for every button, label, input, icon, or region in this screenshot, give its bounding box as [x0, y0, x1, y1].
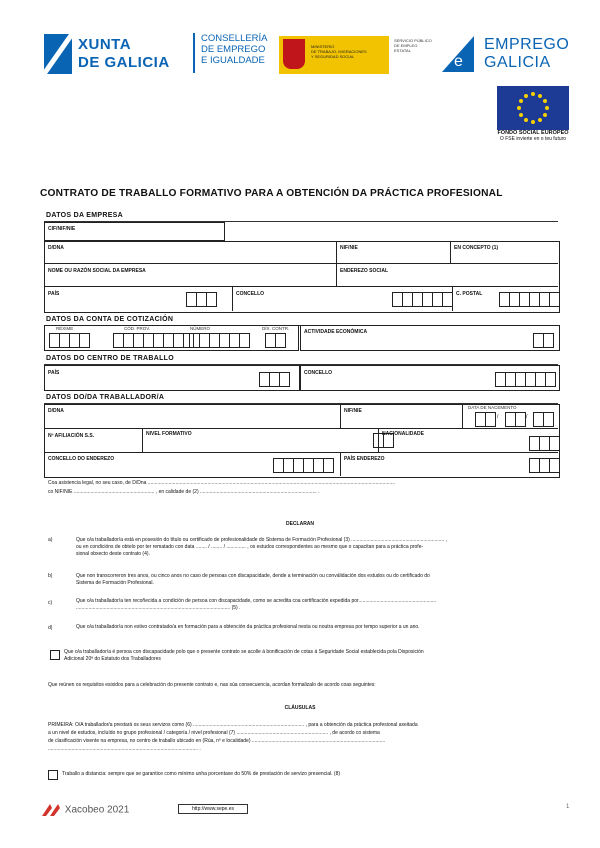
check1-l1: Que o/a traballador/a é persoa con discapacidade polo que o presente contrato se acolle á bonificación de cotas á Seguridade Social establecida pola Disposición: [64, 649, 424, 655]
requisitos-text: Que reúnen os requisitos esixidos para a celebración do presente contrato e, nas súa consecuencia, acordan formalizalo de acordo coas seguintes:: [48, 682, 376, 688]
traballador-pais-label: PAÍS ENDEREZO: [344, 456, 385, 462]
xunta-line1: XUNTA: [78, 36, 132, 53]
assist-line2: co NIF/NIE .......................................................... , en calidade de (2) .................................................................................... .: [48, 489, 320, 495]
clausula-l1: PRIMEIRA: O/A traballador/a prestará os seus servizos como (6) ................................................................................ , para a obtención da práctica profesional axeitada: [48, 722, 418, 728]
empresa-enderezo-label: ENDEREZO SOCIAL: [340, 268, 389, 274]
dixcontr-cells[interactable]: [266, 333, 286, 346]
cons-line1: CONSELLERÍA: [201, 33, 268, 44]
traballador-nif-label: NIF/NIE: [344, 408, 362, 414]
empresa-cpostal-label: C. POSTAL: [456, 291, 483, 297]
emprego-icon: [440, 34, 476, 74]
decl-b-l2: Sistema de Formación Profesional.: [76, 580, 154, 586]
cons-line2: DE EMPREGO: [201, 44, 266, 55]
clausulas-heading: CLÁUSULAS: [284, 705, 316, 711]
min-line1: MINISTERIO: [311, 44, 335, 49]
nivel-label: NIVEL FORMATIVO: [146, 431, 192, 437]
traballador-pais-cells[interactable]: [530, 458, 560, 471]
centro-pais-label: PAÍS: [48, 370, 60, 376]
xunta-line2: DE GALICIA: [78, 54, 170, 71]
nacemento-label: DATA DE NACEMENTO: [468, 405, 517, 410]
empresa-concello-label: CONCELLO: [236, 291, 265, 297]
empresa-nif-label: NIF/NIE: [340, 245, 358, 251]
nacemento-dd-cells[interactable]: [476, 412, 496, 425]
discapacidade-checkbox[interactable]: [50, 650, 60, 660]
eu-flag-icon: [497, 86, 569, 130]
traballador-concello-cells[interactable]: [274, 458, 334, 471]
xunta-logo: [44, 34, 184, 74]
afiliacion-label: Nº AFILIACIÓN S.S.: [48, 433, 95, 439]
traballador-concello-label: CONCELLO DO ENDEREZO: [48, 456, 115, 462]
ministerio-logo: [279, 36, 389, 74]
regime-cells[interactable]: [50, 333, 90, 346]
distancia-text: Traballo a distancia: sempre que se garantice como mínimo unha porcentaxe do 50% de prestación de servizo presencial. (8): [62, 771, 341, 777]
conselleria-logo: [193, 33, 281, 73]
dixcontr-label: DÍX. CONTR.: [262, 326, 290, 331]
empresa-cpostal-cells[interactable]: [500, 292, 560, 305]
check1-l2: Adicional 20ª do Estatuto dos Traballadores: [64, 656, 161, 662]
empresa-dona-label: D/DNA: [48, 245, 64, 251]
fse-title: FONDO SOCIAL EUROPEO: [497, 130, 569, 136]
codprov-cells[interactable]: [114, 333, 194, 346]
numero-label: NÚMERO: [190, 326, 210, 331]
fse-subtitle: O FSE invierte en o teu futuro: [499, 136, 567, 142]
decl-c-letter: c): [48, 600, 53, 606]
xacobeo-logo: [40, 802, 129, 818]
cons-line3: E IGUALDADE: [201, 55, 265, 66]
centro-concello-label: CONCELLO: [304, 370, 333, 376]
decl-a-l2: ou en condicións de obtelo por ter rematado con data ........ / ........ / .............. , os estudos correspondentes ao mesmo que o capacitan para a práctica profe-: [76, 544, 424, 550]
assist-line1: Coa asistencia legal, no seu caso, de D/Dna ..................................................................................................................................................................................: [48, 480, 396, 486]
decl-b-letter: b): [48, 573, 53, 579]
traballador-dona-label: D/DNA: [48, 408, 64, 414]
page-title: CONTRATO DE TRABALLO FORMATIVO PARA A OBTENCIÓN DA PRÁCTICA PROFESIONAL: [40, 188, 503, 199]
centro-heading: DATOS DO CENTRO DE TRABALLO: [46, 355, 175, 362]
actividade-cells[interactable]: [534, 333, 554, 346]
xacobeo-text: Xacobeo 2021: [64, 804, 130, 816]
codprov-label: CÓD. PROV.: [124, 326, 151, 331]
clausula-l4: ............................................................................................................ .: [48, 746, 201, 752]
decl-d-letter: d): [48, 625, 53, 631]
empresa-nome-label: NOME OU RAZÓN SOCIAL DA EMPRESA: [48, 268, 146, 274]
galicia-flag-icon: [44, 34, 72, 74]
footer-url[interactable]: http://www.sepe.es: [178, 804, 248, 814]
page-number: 1: [566, 804, 570, 810]
decl-a-letter: a): [48, 537, 53, 543]
xacobeo-icon: [40, 802, 62, 818]
sepe-line1: SERVICIO PÚBLICO: [394, 38, 432, 43]
centro-pais-cells[interactable]: [260, 372, 290, 385]
clausula-l3: de clasificación vixente na empresa, no centro de traballo ubicado en (Rúa, nº e localidade) ................................................................................................: [48, 738, 386, 744]
cotizacion-heading: DATOS DA CONTA DE COTIZACIÓN: [46, 316, 174, 323]
cif-label: CIF/NIF/NIE: [48, 226, 76, 232]
emprego-line1: EMPREGO: [484, 36, 570, 53]
empresa-pais-label: PAÍS: [48, 291, 60, 297]
regime-label: RÉXIME: [56, 326, 74, 331]
empresa-box: [44, 241, 560, 313]
empresa-concello-cells[interactable]: [393, 292, 453, 305]
decl-b-l1: Que non transcorreron tres anos, ou cinco anos no caso de persoas con discapacidade, dende a terminación ou conválidación dos estudos ou do certificado do: [76, 573, 430, 579]
decl-c-l2: ............................................................................................................... (5) .: [76, 605, 241, 611]
emprego-galicia-logo: [484, 36, 569, 72]
decl-d-l1: Que o/a traballador/a non estivo contratado/a en formación para a obtención da práctica profesional nesta ou noutra empresa por tempo superior a un ano.: [76, 624, 420, 630]
empresa-concepto-label: EN CONCEPTO (1): [454, 245, 499, 251]
distancia-checkbox[interactable]: [48, 770, 58, 780]
svg-text:e: e: [454, 53, 463, 70]
traballador-heading: DATOS DO/DA TRABALLADOR/A: [46, 394, 165, 401]
min-line2: DE TRABAJO, MIGRACIONES: [311, 49, 367, 54]
centro-concello-cells[interactable]: [496, 372, 556, 385]
sepe-logo: [394, 38, 434, 72]
min-line3: Y SEGURIDAD SOCIAL: [311, 54, 355, 59]
emprego-line2: GALICIA: [484, 54, 551, 71]
declaran-heading: DECLARAN: [285, 521, 315, 527]
nacionalidade-label: NACIONALIDADE: [382, 431, 424, 437]
decl-a-l3: sional obxecto deste contrato (4).: [76, 551, 150, 557]
decl-a-l1: Que o/a traballador/a está en posesión do título ou certificado de profesionalidade do Sistema de Formación Profesional (3) ................................................................... ,: [76, 537, 448, 543]
actividade-label: ACTIVIDADE ECONÓMICA: [304, 329, 368, 335]
empresa-pais-cells[interactable]: [187, 292, 217, 305]
numero-cells[interactable]: [190, 333, 250, 346]
decl-c-l1: Que o/a traballador/a ten recoñecida a condición de persoa con discapacidade, como se acredita coa certificación expedida por........................................................: [76, 598, 437, 604]
nacemento-yy-cells[interactable]: [534, 412, 554, 425]
empresa-heading: DATOS DA EMPRESA: [46, 212, 124, 219]
clausula-l2: a un nivel de estudos, incluído no grupo profesional / categoría / nivel profesional (7) .................................................................. , de acordo co sistema: [48, 730, 380, 736]
spain-shield-icon: [283, 39, 305, 69]
nacionalidade-cells[interactable]: [530, 436, 560, 449]
sepe-line2: DE EMPLEO ESTATAL: [394, 43, 418, 53]
nacemento-mm-cells[interactable]: [506, 412, 526, 425]
